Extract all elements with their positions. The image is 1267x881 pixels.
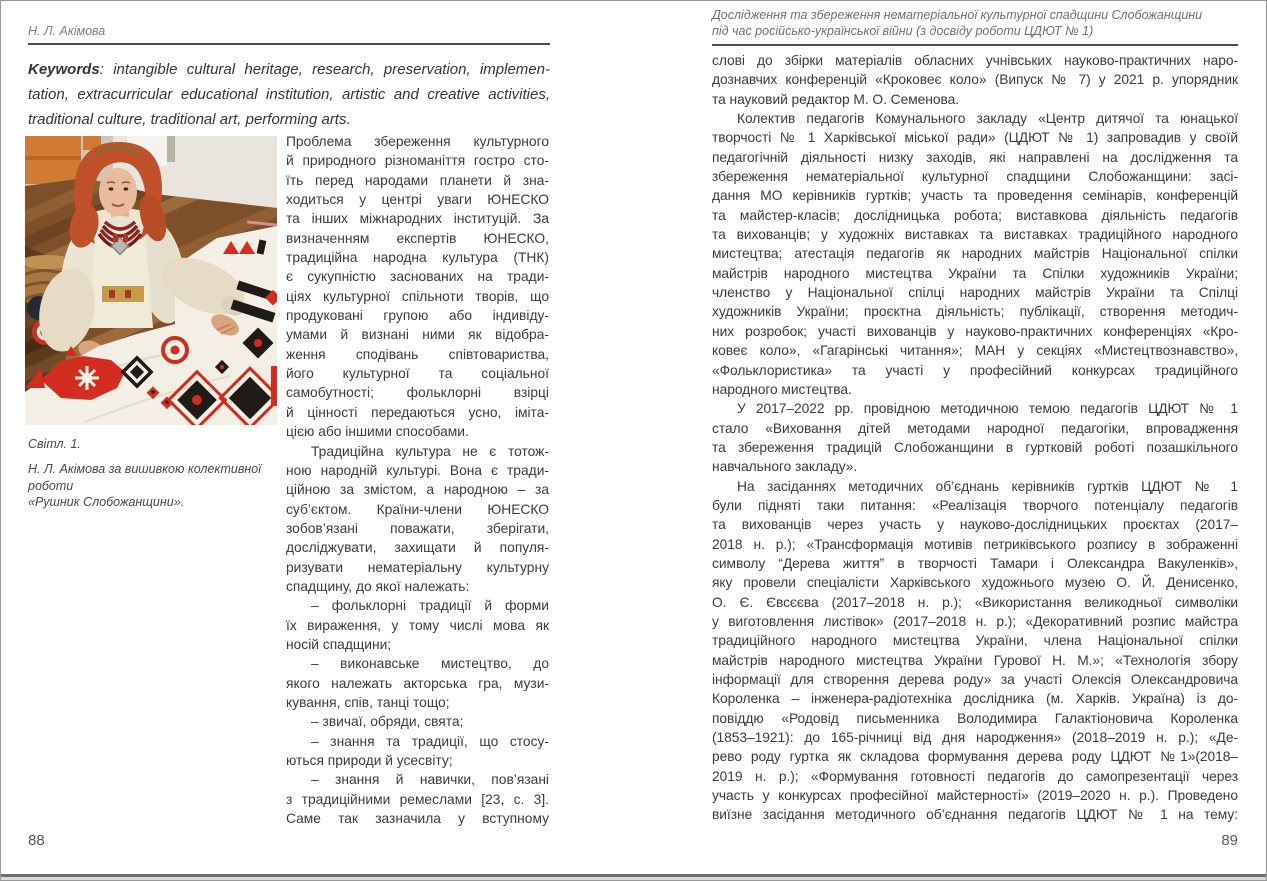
- paragraph: [286, 732, 549, 771]
- viewer-bottom-strip: [0, 877, 1267, 881]
- left-header-rule: [28, 43, 550, 45]
- text-line: Дослідження та збереження нематеріальної культурної спадщини Слобожанщини: [712, 8, 1203, 22]
- text-line: ковеє коло», «Гагарінські читання»; МАН у секціях «Мистецтвознавство»,: [712, 343, 1238, 359]
- text-line: та вихованців через участь у науково-дослідницьких проєктах (2017–: [712, 517, 1238, 533]
- text-line: визначенням експертів ЮНЕСКО,: [286, 230, 549, 246]
- keywords-paragraph: [28, 57, 550, 132]
- text-line: О. Є. Євсєєва (2017–2018 н. р.); «Використання великодньої символіки: [712, 594, 1238, 610]
- text-line: їть перед народами планети й зна-: [286, 172, 549, 188]
- text-line: яку провели спеціалісти Харківського художнього музею О. Й. Денисенко,: [712, 575, 1238, 591]
- right-page-number: 89: [1221, 832, 1238, 849]
- text-line: майстрів народного мистецтва України Гурової Н. М.»; «Технологія збору: [712, 652, 1238, 668]
- text-line: спадщину, до якої належать:: [286, 578, 470, 594]
- text-line: – звичаї, обряди, свята;: [311, 714, 464, 730]
- text-line: продуковані групою або індивіду-: [286, 308, 549, 324]
- paragraph: [712, 109, 1238, 399]
- text-line: ризувати нематеріальну культурну: [286, 559, 549, 575]
- text-line: досліджувати, захищати й популя-: [286, 540, 549, 556]
- figure-caption: [28, 461, 280, 511]
- text-line: ходиться у центрі уваги ЮНЕСКО: [286, 192, 549, 208]
- text-line: 2019 н. р.); «Формування готовності педагогів до самопрезентації через: [712, 768, 1238, 784]
- paragraph: [286, 770, 549, 828]
- text-line: педагогічній діяльності низку заходів, які направлені на дослідження та: [712, 149, 1238, 165]
- text-line: «Фольклористика» та участі у професійний конкурсах традиційного: [712, 362, 1238, 378]
- text-line: інформації для створення дерева роду» за участі Олексія Олександровича: [712, 672, 1238, 687]
- right-header-rule: [712, 44, 1238, 46]
- text-line: дознавчих конференцій «Кроковеє коло» (Випуск № 7) у 2021 р. упорядник: [712, 72, 1238, 88]
- text-line: та збереження традицій Слобожанщини в гуртковій роботі позашкільного: [712, 439, 1238, 455]
- paragraph: [712, 51, 1238, 109]
- text-line: ною народній культурі. Вона є тради-: [286, 462, 549, 478]
- text-line: 2018 н. р.); «Трансформація мотивів петриківського розпису в зображенні: [712, 536, 1238, 552]
- text-line: Саме так зазначила у вступному: [286, 811, 549, 827]
- figure-photo: [25, 136, 277, 425]
- text-line: Колектив педагогів Комунального закладу «Центр дитячої та юнацької: [737, 111, 1238, 127]
- text-line: навчального закладу».: [712, 459, 858, 475]
- paragraph: [286, 596, 549, 654]
- face: [99, 168, 137, 216]
- text-line: традиційного народного мистецтва України, члена Національної спілки: [712, 633, 1238, 649]
- text-line: традиційна народна культура (ТНК): [286, 250, 549, 266]
- text-line: збереження нематеріальної культурної спадщини Слобожанщини: засі-: [712, 169, 1238, 185]
- text-line: – знання й навички, пов’язані: [311, 772, 549, 788]
- text-line: були підняті таки питання: «Реалізація творчого потенціалу педагогів: [712, 497, 1238, 513]
- text-line: traditional culture, traditional art, performing arts.: [28, 111, 351, 128]
- text-line: членство у Національної спілці народних майстрів України та Спілці: [712, 285, 1238, 301]
- text-line: та інших міжнародних інституцій. За: [286, 211, 549, 227]
- text-line: носій спадщини;: [286, 636, 392, 652]
- text-line: ціях культурної спільноти творів, що: [286, 288, 549, 304]
- text-line: дання МО керівників гуртків; участь та проведення семінарів, конференцій: [712, 188, 1238, 204]
- text-line: символу “Дерева життя” в творчості Тамари і Олександра Вакуленків»,: [712, 555, 1238, 571]
- text-line: майстрів народного мистецтва України та Спілки художників України;: [712, 265, 1238, 281]
- text-line: ються природи й усесвіту;: [286, 753, 453, 768]
- text-line: них розробок; участі вихованців у науково-практичних конференціях «Кро-: [712, 323, 1238, 339]
- text-line: й природного різноманіття гостро сто-: [286, 153, 549, 169]
- text-line: повіддю «Родовід письменника Володимира Галактіоновича Короленка: [712, 710, 1238, 726]
- text-line: – фольклорні традиції й форми: [311, 598, 549, 614]
- text-line: tation, extracurricular educational institution, artistic and creative activities,: [28, 86, 550, 103]
- text-line: їх вираження, у тому числі мова як: [286, 617, 549, 633]
- text-line: та вихованців; у художніх виставках та виставках традиційного народного: [712, 227, 1238, 243]
- text-line: Проблема збереження культурного: [286, 134, 549, 149]
- text-line: «Рушник Слобожанщини».: [28, 495, 185, 509]
- text-line: На засіданнях методичних об’єднань керівників гуртків ЦДЮТ № 1: [737, 478, 1238, 494]
- figure-label: Світл. 1.: [28, 437, 81, 451]
- text-line: У 2017–2022 рр. провідною методичною темою педагогів ЦДЮТ № 1: [737, 401, 1238, 417]
- text-line: (1853–1921): до 165-річниці від дня народження» (2018–2019 н. р.); «Де-: [712, 730, 1238, 746]
- text-line: ційною за змістом, а народною – за: [286, 482, 549, 498]
- text-line: Н. Л. Акімова за вишивкою колективної роботи: [28, 462, 261, 493]
- text-line: й цінності передаються усно, іміта-: [286, 404, 549, 420]
- text-line: ження сподівань співтовариства,: [286, 346, 549, 362]
- text-line: виїзне засідання методичного об’єднання педагогів ЦДЮТ № 1 на тему:: [712, 807, 1238, 823]
- text-line: кування, спів, танці тощо;: [286, 694, 450, 710]
- text-line: стало «Виховання дітей методами народної педагогіки, впровадження: [712, 420, 1238, 436]
- text-line: – виконавське мистецтво, до: [311, 656, 549, 672]
- left-text-column: [286, 132, 549, 828]
- text-line: з традиційними ремеслами [23, с. 3].: [286, 791, 549, 807]
- text-line: його культурної та соціальної: [286, 366, 549, 382]
- paragraph: [286, 712, 549, 731]
- keywords-rest: [28, 82, 550, 132]
- text-line: рево роду гуртка як складова формування дерева роду ЦДЮТ №1»(2018–: [712, 749, 1238, 765]
- photo-akimova-embroidery: [25, 136, 277, 425]
- paragraph: [286, 654, 549, 712]
- text-line: мистецтва; атестація педагогів як народних майстрів Національної спілки: [712, 246, 1238, 262]
- text-line: умами й визнані ними як відобра-: [286, 327, 549, 343]
- text-line: самобутності; фольклорні взірці: [286, 385, 549, 401]
- paragraph: [286, 132, 549, 442]
- paragraph: [28, 82, 550, 132]
- text-line: художників України; проєктна діяльність; публікації, створення методич-: [712, 304, 1238, 320]
- text-line: творчості № 1 Харківської міської ради» (ЦДЮТ № 1) запровадив у своїй: [712, 130, 1238, 146]
- text-line: та майстер-класів; дослідницька робота; виставкова діяльність педагогів: [712, 207, 1238, 223]
- text-line: цією або іншими способами.: [286, 424, 469, 440]
- text-line: народного мистецтва.: [712, 381, 852, 397]
- paragraph: [712, 477, 1238, 825]
- keywords-line-1: [28, 57, 550, 82]
- right-text-column: [712, 51, 1238, 825]
- paragraph: [712, 399, 1238, 476]
- text-line: Короленка – інженера-радіотехніка дослідника (м. Харків. Україна) із до-: [712, 691, 1238, 707]
- text-line: якого належать акторська гра, музи-: [286, 675, 549, 691]
- text-line: під час російсько-української війни (з досвіду роботи ЦДЮТ № 1): [712, 23, 1094, 38]
- text-line: зобов’язані поважати, зберігати,: [286, 520, 549, 536]
- text-line: слові до збірки матеріалів обласних учнівських науково-практичних наро-: [712, 53, 1238, 68]
- left-page-number: 88: [28, 832, 45, 849]
- text-line: та науковий редактор М. О. Семенова.: [712, 91, 959, 107]
- keywords-line-1-rest: : intangible cultural heritage, research, preservation, implemen-: [99, 61, 550, 78]
- left-running-header: Н. Л. Акімова: [28, 24, 106, 38]
- text-line: – знання та традиції, що стосу-: [311, 733, 549, 749]
- text-line: Традиційна культура не є тотож-: [311, 443, 549, 459]
- keywords-label: Keywords: [28, 61, 100, 78]
- text-line: участь у конкурсах професійної майстерності» (2019–2020 н. р.). Проведено: [712, 788, 1238, 804]
- text-line: суб’єктом. Країни-члени ЮНЕСКО: [286, 501, 549, 517]
- text-line: у виготовлення листівок» (2017–2018 н. р.); «Декоративний розпис майстра: [712, 613, 1238, 629]
- paragraph: [286, 442, 549, 597]
- right-running-header: [712, 8, 1238, 39]
- text-line: є сукупністю заснованих на тради-: [286, 269, 549, 285]
